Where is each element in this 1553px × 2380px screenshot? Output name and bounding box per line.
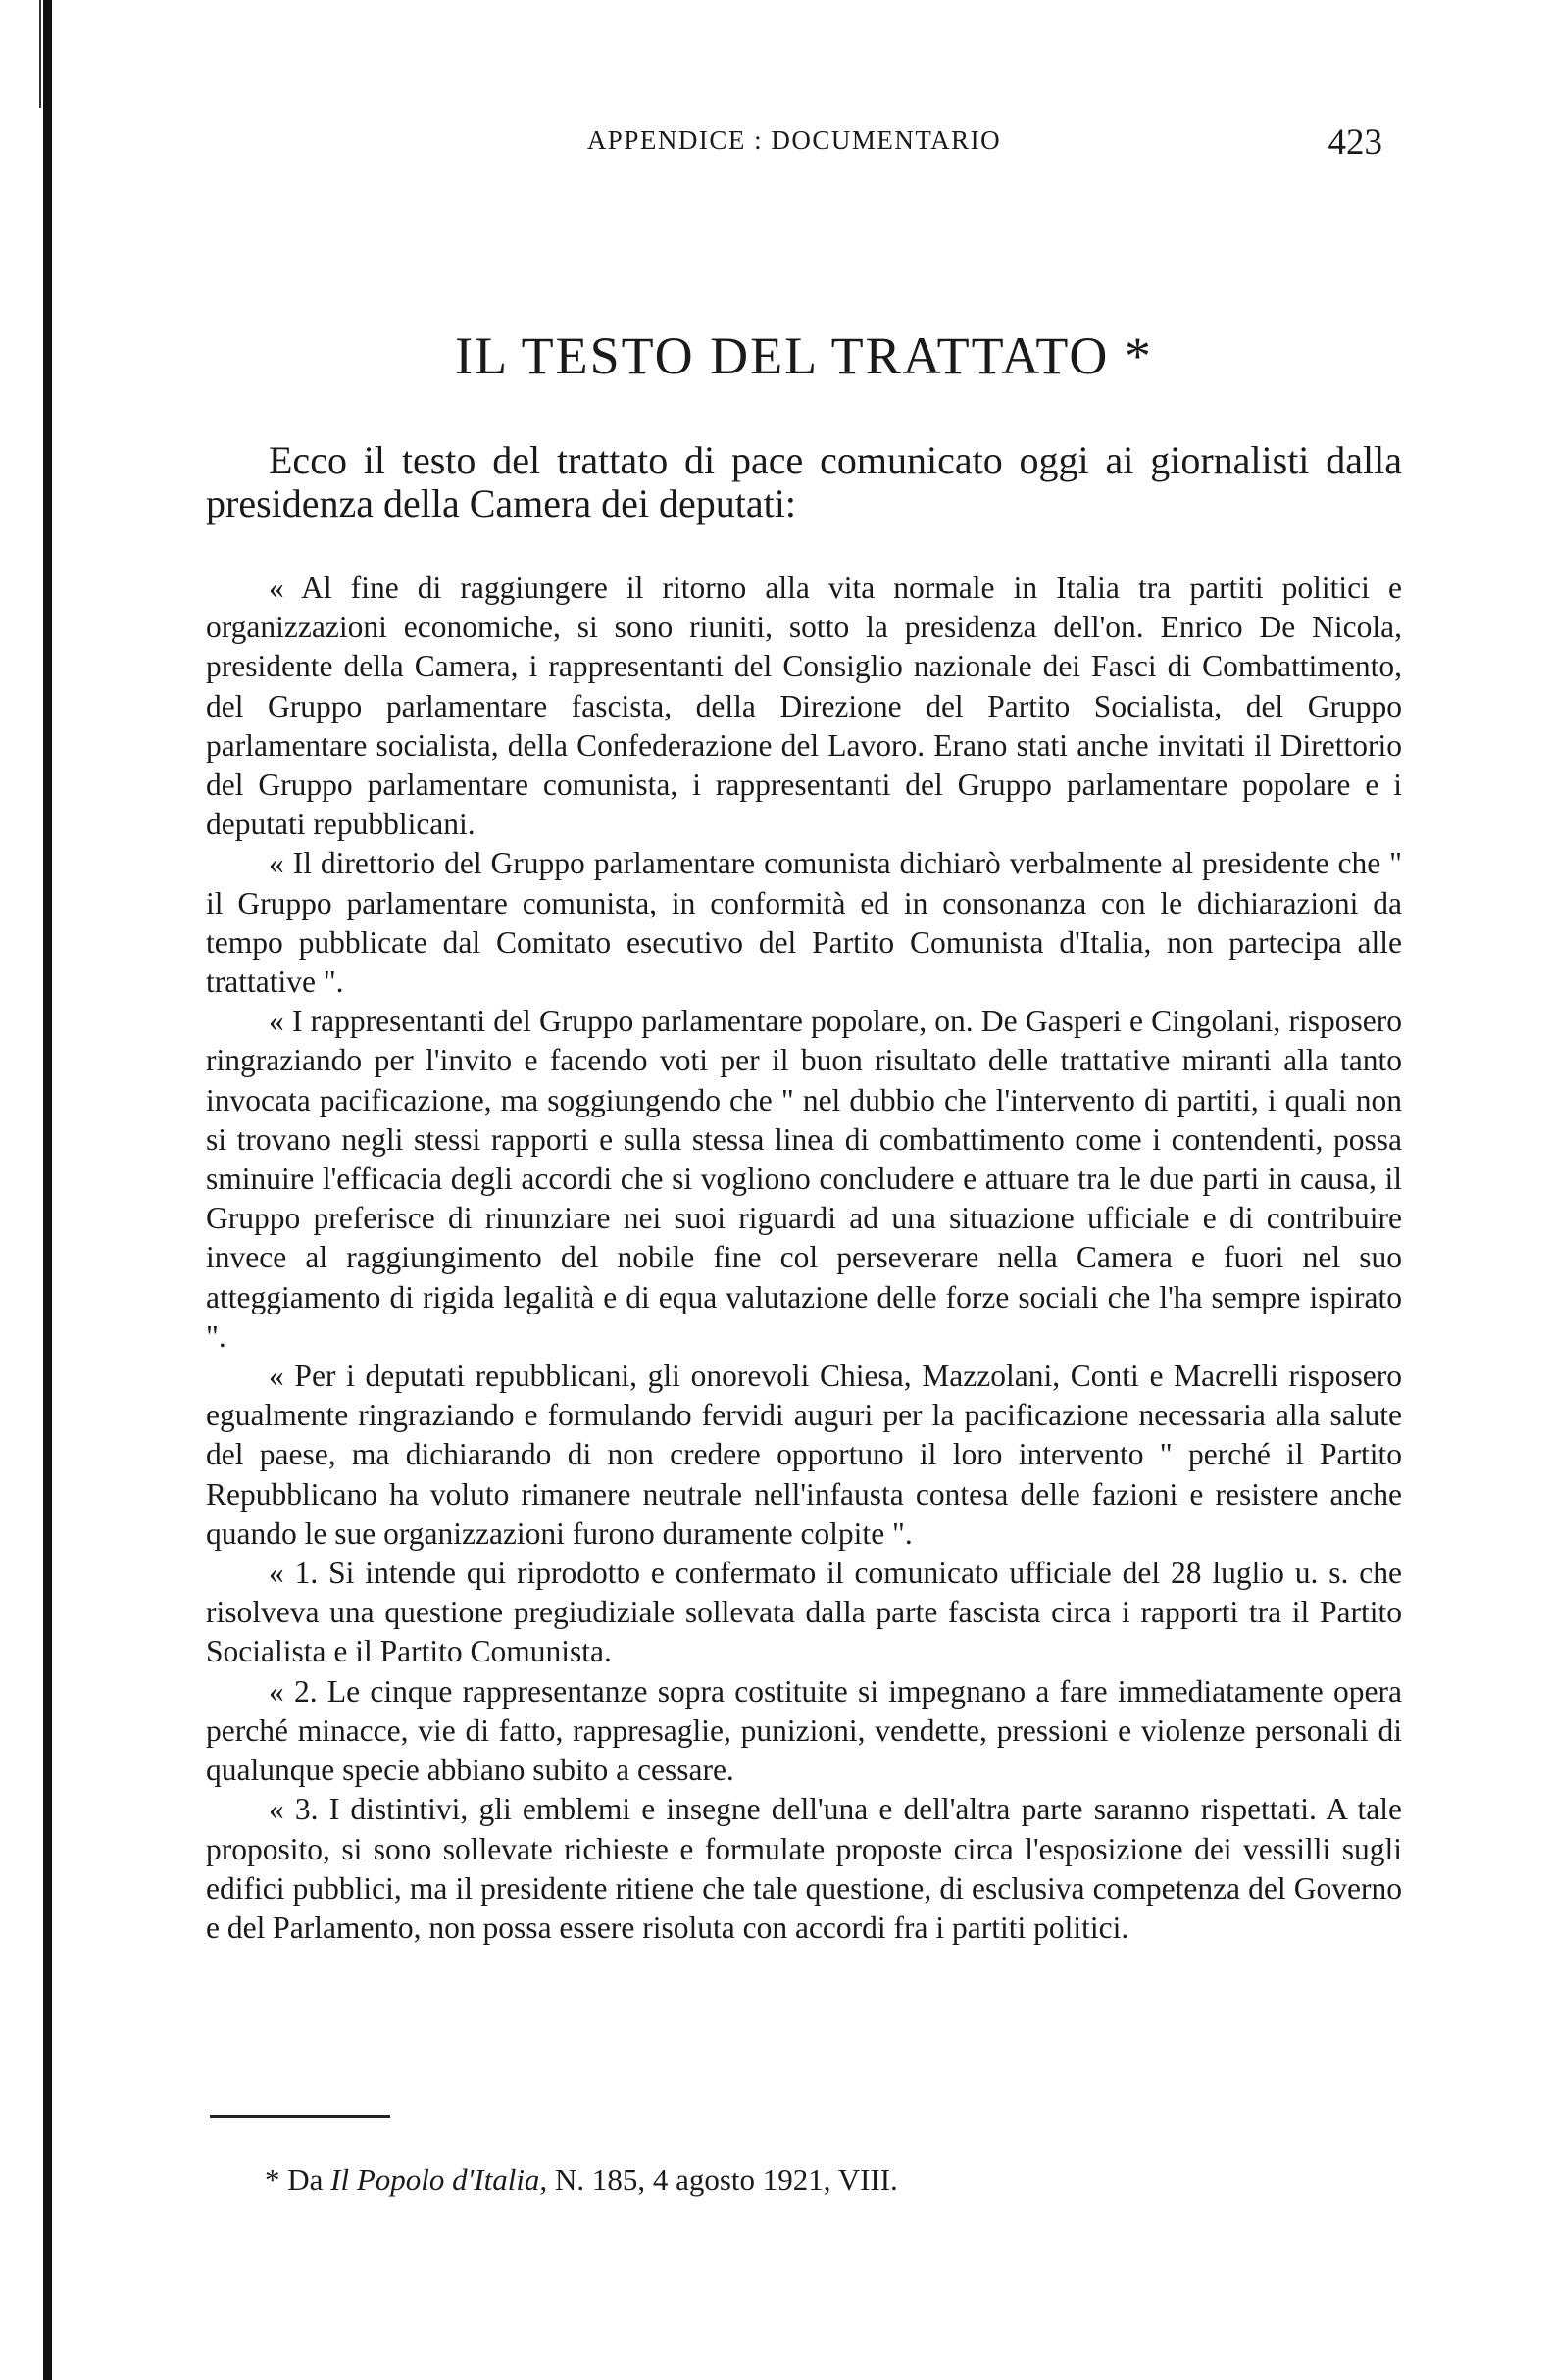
- page-binding-edge: [43, 0, 52, 2380]
- paragraph-popular-group: « I rappresentanti del Gruppo parlamentare popolare, on. De Gasperi e Cingolani, risposero ringraziando per l'invito e facendo voti per il buon risultato delle trattative miranti alla tanto invocata pacificazione, ma soggiungendo che " nel dubbio che l'intervento di partiti, i quali non si trovano negli stessi rapporti e sulla stessa linea di combattimento come i contendenti, possa sminuire l'efficacia degli accordi che si vogliono concludere e attuare tra le due parti in causa, il Gruppo preferisce di rinunziare nei suoi riguardi ad una situazione ufficiale e di contribuire invece al raggiungimento del nobile fine col perseverare nella Camera e fuori nel suo atteggiamento di rigida legalità e di equa valutazione delle forze sociali che l'ha sempre ispirato ".: [206, 1004, 1402, 1354]
- body-text: [206, 439, 1402, 1948]
- paragraph-communist-group: « Il direttorio del Gruppo parlamentare comunista dichiarò verbalmente al presidente che " il Gruppo parlamentare comunista, in conformità ed in consonanza con le dichiarazioni da tempo pubblicate dal Comitato esecutivo del Partito Comunista d'Italia, non partecipa alle trattative ".: [206, 846, 1402, 1000]
- article-3: « 3. I distintivi, gli emblemi e insegne dell'una e dell'altra parte saranno rispettati. A tale proposito, si sono sollevate richieste e formulate proposte circa l'esposizione dei vessilli sugli edifici pubblici, ma il presidente ritiene che tale questione, di esclusiva competenza del Governo e del Parlamento, non possa essere risoluta con accordi fra i partiti politici.: [206, 1792, 1402, 1945]
- footnote-prefix: * Da: [265, 2162, 331, 2197]
- running-head: APPENDICE : DOCUMENTARIO: [586, 125, 1002, 155]
- footnote-source: Il Popolo d'Italia,: [330, 2162, 548, 2197]
- page-header: [206, 125, 1382, 165]
- document-title: IL TESTO DEL TRATTATO *: [455, 326, 1153, 385]
- paragraph-opening: « Al fine di raggiungere il ritorno alla vita normale in Italia tra partiti politici e organizzazioni economiche, si sono riuniti, sotto la presidenza dell'on. Enrico De Nicola, presidente della Camera, i rappresentanti del Consiglio nazionale dei Fasci di Combattimento, del Gruppo parlamentare fascista, della Direzione del Partito Socialista, del Gruppo parlamentare socialista, della Confederazione del Lavoro. Erano stati anche invitati il Direttorio del Gruppo parlamentare comunista, i rappresentanti del Gruppo parlamentare popolare e i deputati repubblicani.: [206, 570, 1402, 842]
- footnote-suffix: N. 185, 4 agosto 1921, VIII.: [547, 2162, 898, 2197]
- intro-paragraph: Ecco il testo del trattato di pace comunicato oggi ai giornalisti dalla presidenza della Camera dei deputati:: [206, 438, 1402, 525]
- footnote-divider: [210, 2115, 390, 2118]
- article-2: « 2. Le cinque rappresentanze sopra costituite si impegnano a fare immediatamente opera perché minacce, vie di fatto, rappresaglie, punizioni, vendette, pressioni e violenze personali di qualunque specie abbiano subito a cessare.: [206, 1673, 1402, 1788]
- paragraph-republicans: « Per i deputati repubblicani, gli onorevoli Chiesa, Mazzolani, Conti e Macrelli risposero egualmente ringraziando e formulando fervidi auguri per la pacificazione necessaria alla salute del paese, ma dichiarando di non credere opportuno il loro intervento " perché il Partito Repubblicano ha voluto rimanere neutrale nell'infausta contesa delle fazioni e resistere anche quando le sue organizzazioni furono duramente colpite ".: [206, 1359, 1402, 1551]
- article-1: « 1. Si intende qui riprodotto e confermato il comunicato ufficiale del 28 luglio u. s. che risolveva una questione pregiudiziale sollevata dalla parte fascista circa i rapporti tra il Partito Socialista e il Partito Comunista.: [206, 1556, 1402, 1669]
- page-number: 423: [1328, 123, 1382, 163]
- footnote: [265, 2162, 898, 2198]
- page-binding-edge-thin: [39, 0, 41, 108]
